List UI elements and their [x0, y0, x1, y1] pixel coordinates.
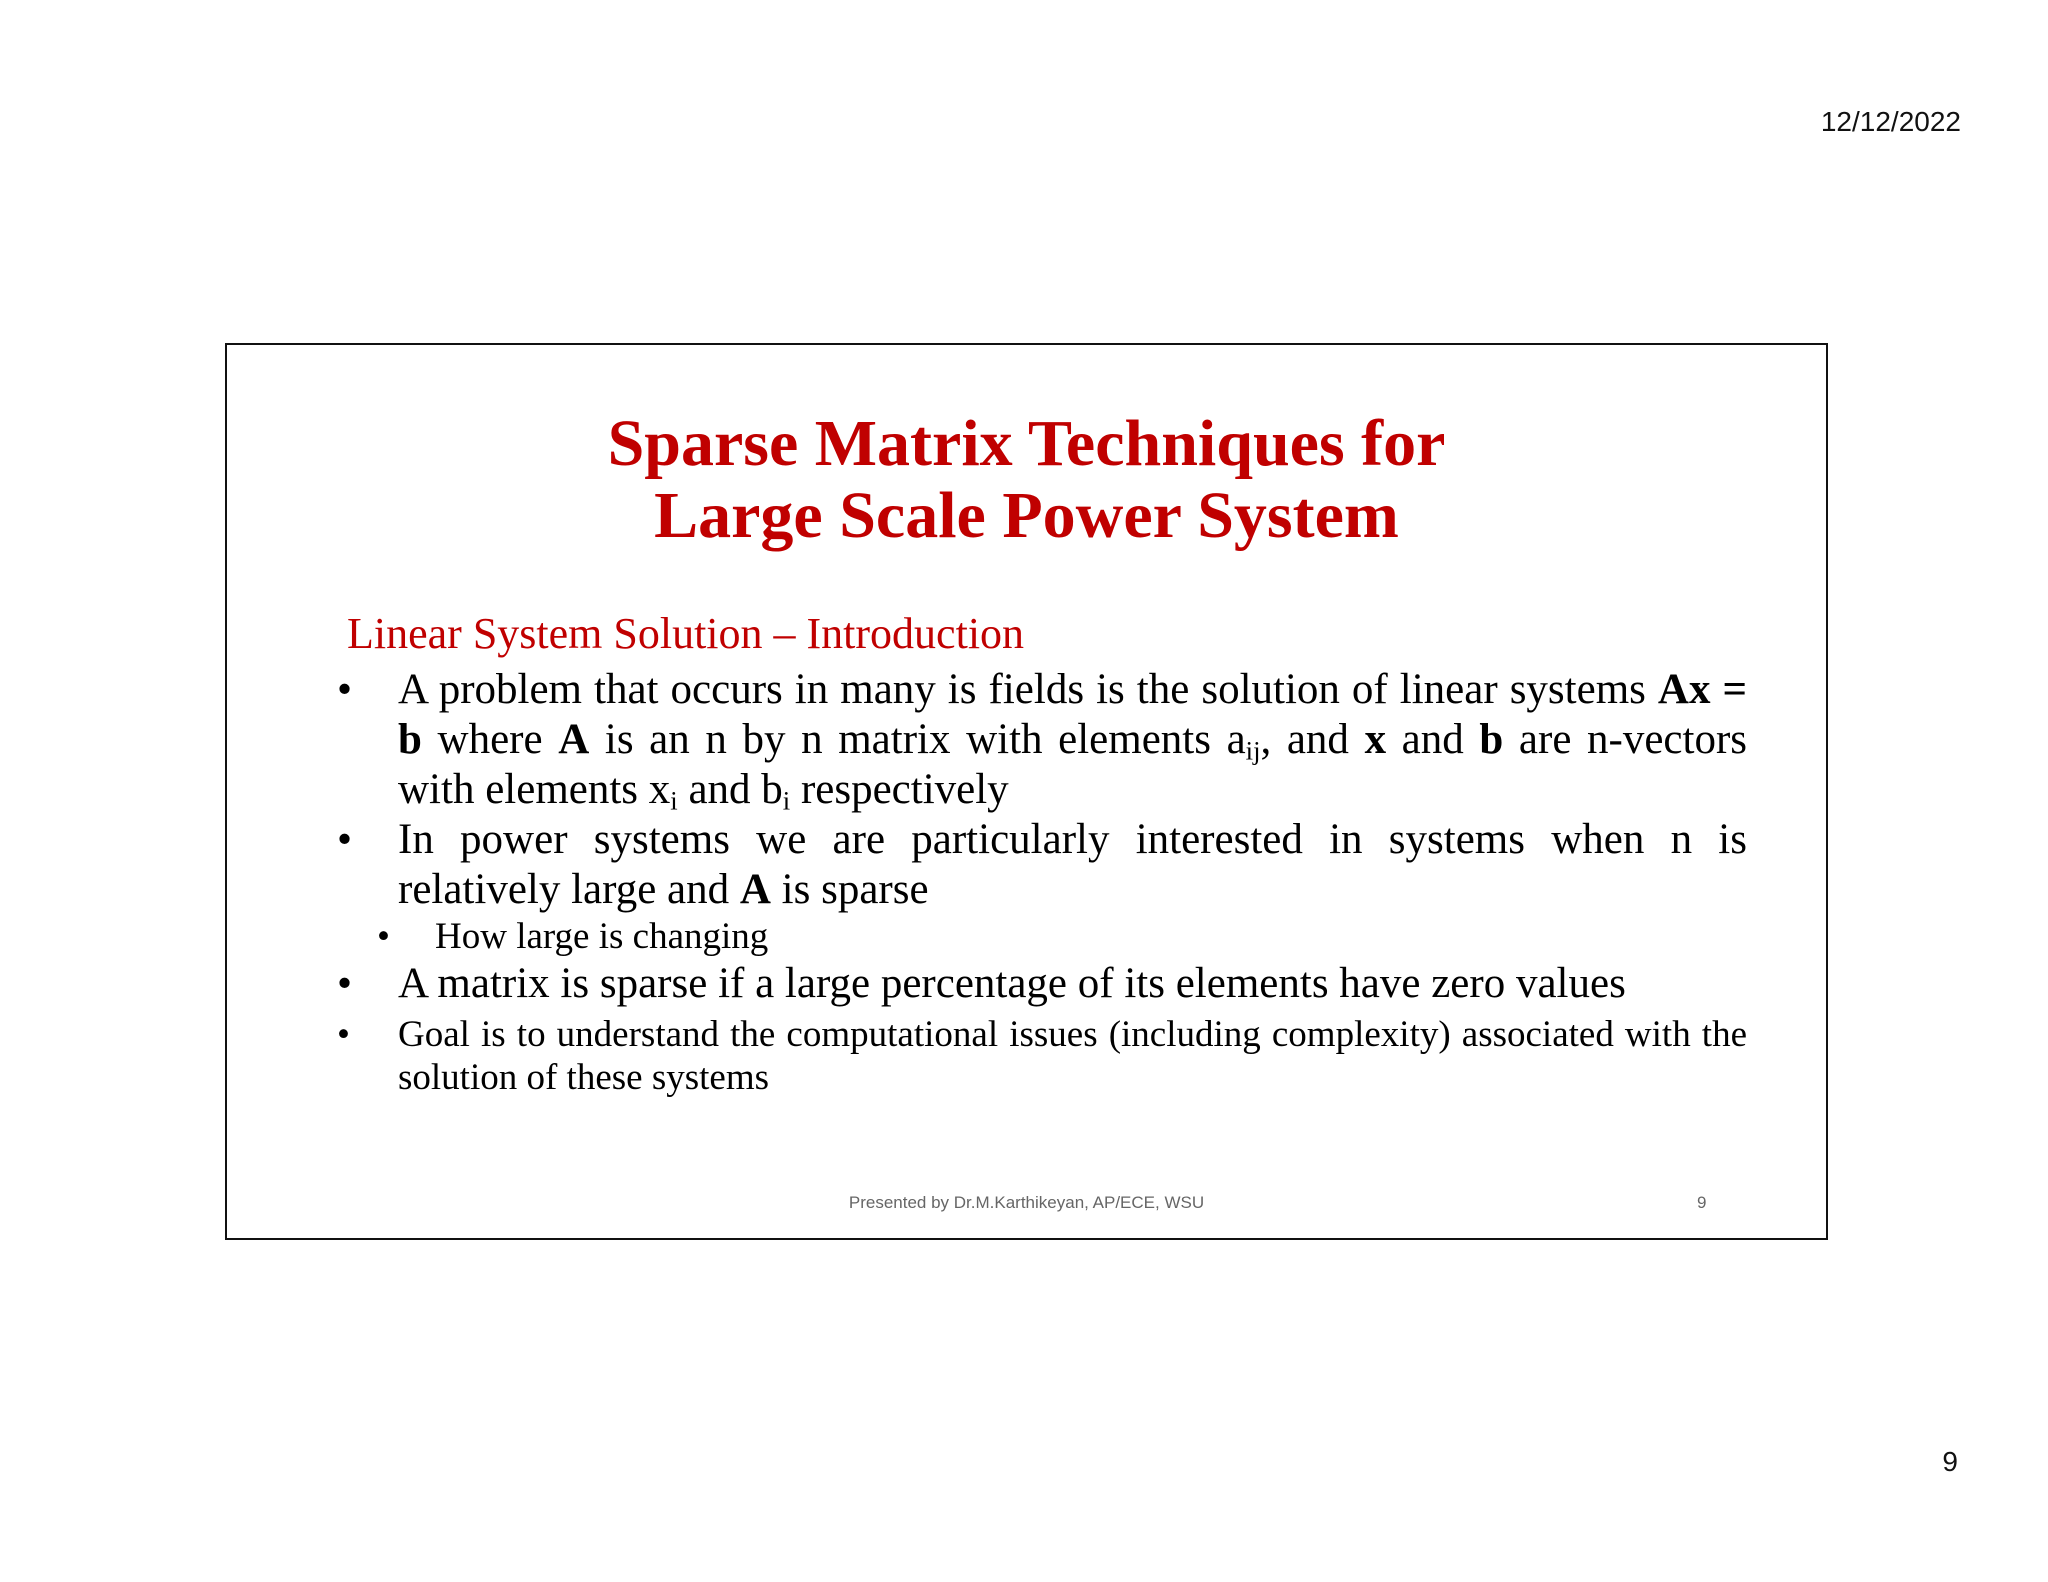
- slide-title: [227, 408, 1826, 552]
- sub-bullet-how-large: • How large is changing: [377, 916, 769, 957]
- bullet-dot: •: [337, 816, 353, 863]
- footer-presenter: Presented by Dr.M.Karthikeyan, AP/ECE, WSU: [848, 1193, 1205, 1212]
- bold-a: A: [558, 716, 590, 763]
- bullet-dot: •: [377, 916, 390, 957]
- footer-slide-number: 9: [1697, 1193, 1707, 1212]
- slide-title-line-1: Sparse Matrix Techniques for: [607, 407, 1446, 480]
- bold-b: b: [398, 716, 422, 763]
- bullet-dot: •: [337, 666, 353, 713]
- bullet-linear-systems: • A problem that occurs in many is fields is the solution of linear systems Ax = b where A is an n by n matrix with elements $a_{ij}$, and x and b are n-vectors with elements $x_i$ and $b_i$ respectively: [337, 666, 1748, 816]
- bullet-list: [337, 665, 1747, 1099]
- bullet-goal: • Goal is to understand the computational issues (including complexity) associated with the solution of these systems: [337, 1014, 1747, 1098]
- subscript-ij: ij: [1245, 735, 1261, 766]
- bold-x: x: [1364, 716, 1387, 763]
- bold-ax: Ax: [1657, 666, 1711, 713]
- bullet-dot: •: [337, 1014, 350, 1055]
- subscript-i: i: [670, 785, 678, 816]
- bullet-sparse-definition: • A matrix is sparse if a large percentage of its elements have zero values: [337, 960, 1626, 1007]
- section-subtitle: Linear System Solution – Introduction: [347, 609, 1025, 658]
- page-date: 12/12/2022: [1820, 106, 1961, 137]
- page-number: 9: [1942, 1446, 1958, 1477]
- bold-a: A: [739, 866, 771, 913]
- subscript-i: i: [782, 785, 791, 816]
- slide-frame: [225, 343, 1828, 1240]
- bold-b-vector: b: [1479, 716, 1504, 763]
- bullet-dot: •: [337, 960, 353, 1007]
- bullet-power-systems: • In power systems we are particularly interested in systems when n is relatively large and A is sparse: [337, 816, 1747, 913]
- slide-title-line-2: Large Scale Power System: [654, 479, 1399, 552]
